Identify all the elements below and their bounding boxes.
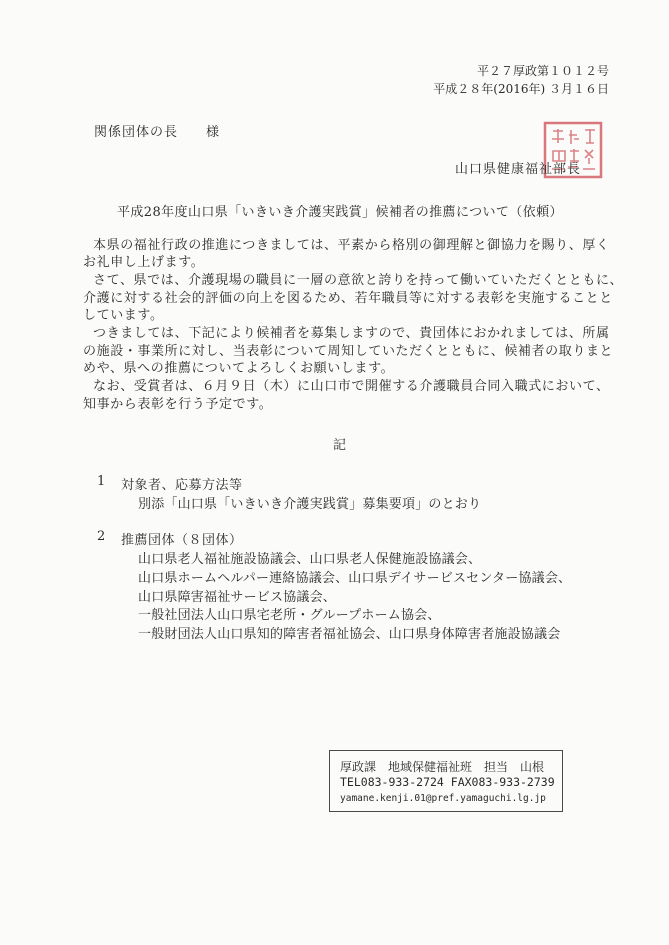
body-line: つきましては、下記により候補者を募集しますので、貴団体におかれましては、所属	[93, 326, 610, 341]
body-line: めや、県への推薦についてよろしくお願いします。	[83, 361, 395, 376]
contact-phone-fax: TEL083-933-2724 FAX083-933-2739	[340, 775, 555, 789]
body-line: 知事から表彰を行う予定です。	[83, 397, 273, 412]
organization-line: 一般財団法人山口県知的障害者福祉協会、山口県身体障害者施設協議会	[138, 627, 561, 642]
body-line: さて、県では、介護現場の職員に一層の意欲と誇りを持って働いていただくとともに、	[93, 273, 624, 288]
contact-box	[329, 750, 563, 812]
contact-department: 厚政課 地域保健福祉班 担当 山根	[340, 760, 545, 774]
contact-email: yamane.kenji.01@pref.yamaguchi.lg.jp	[340, 793, 546, 804]
section-line: 別添「山口県「いきいき介護実践賞」募集要項」のとおり	[138, 497, 482, 512]
organization-line: 一般社団法人山口県宅老所・グループホーム協会、	[138, 608, 441, 623]
body-line: しています。	[83, 308, 164, 323]
ki-heading: 記	[333, 438, 347, 453]
organization-line: 山口県障害福祉サービス協議会、	[138, 590, 337, 605]
section-heading: 推薦団体（８団体）	[121, 533, 243, 548]
sender: 山口県健康福祉部長	[454, 162, 581, 177]
body-line: 介護に対する社会的評価の向上を図るため、若年職員等に対する表彰を実施することと	[83, 291, 613, 306]
addressee: 関係団体の長 様	[94, 125, 221, 140]
section-number: 1	[97, 474, 106, 489]
body-line: の施設・事業所に対し、当表彰について周知していただくとともに、候補者の取りまと	[83, 344, 614, 359]
body-line: 本県の福祉行政の推進につきましては、平素から格別の御理解と御協力を賜り、厚く	[93, 238, 610, 253]
document-title: 平成28年度山口県「いきいき介護実践賞」候補者の推薦について（依頼）	[117, 205, 563, 220]
section-number: 2	[97, 529, 106, 544]
reference-number: 平２７厚政第１０１２号	[476, 64, 609, 78]
document-date: 平成２８年(2016年) ３月１６日	[433, 82, 609, 96]
body-line: お礼申し上げます。	[83, 255, 205, 270]
organization-line: 山口県ホームヘルパー連絡協議会、山口県デイサービスセンター協議会、	[138, 571, 572, 586]
section-heading: 対象者、応募方法等	[121, 478, 243, 493]
organization-line: 山口県老人福祉施設協議会、山口県老人保健施設協議会、	[138, 552, 482, 567]
body-line: なお、受賞者は、６月９日（木）に山口市で開催する介護職員合同入職式において、	[93, 379, 610, 394]
